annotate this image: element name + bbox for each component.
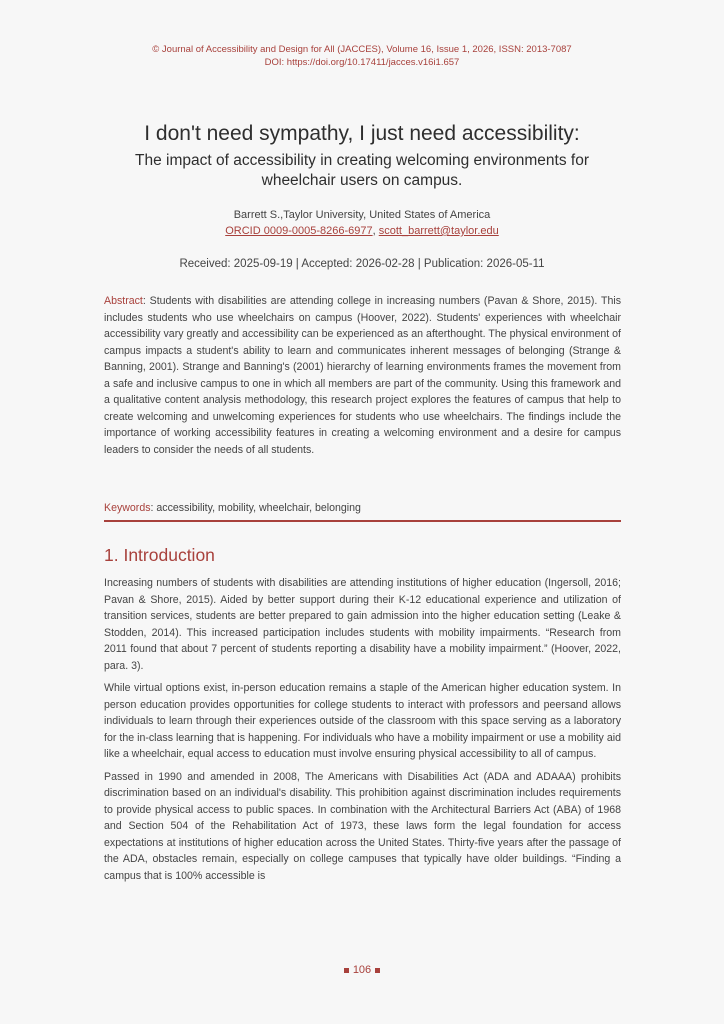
square-bullet-icon: [375, 968, 380, 973]
keywords-text: : accessibility, mobility, wheelchair, belonging: [150, 502, 361, 514]
email-link[interactable]: scott_barrett@taylor.edu: [378, 225, 499, 237]
journal-header: [0, 43, 724, 69]
abstract: [104, 293, 621, 458]
author-contact: [0, 223, 724, 239]
page-number: 106: [352, 964, 372, 976]
author-affiliation: Barrett S.,Taylor University, United States of America: [233, 209, 491, 221]
orcid-link[interactable]: ORCID 0009-0005-8266-6977: [225, 225, 373, 237]
abstract-text: : Students with disabilities are attending college in increasing numbers (Pavan & Shore, 2015). This includes students who use wheelchairs on campus (Hoover, 2022). Students' experiences with wheelchair accessibility vary greatly and accessibility can be experienced as an afterthought. The physical environment of campus impacts a student's ability to learn and communicates inherent messages of belonging (Strange & Banning, 2001). Strange and Banning's (2001) hierarchy of learning environments frames the movement from a safe and inclusive campus to one in which all members are part of the community. Using this framework and a qualitative content analysis methodology, this research project explores the features of campus that help to create welcoming and unwelcoming experiences for students who use wheelchairs. The findings include the importance of working accessibility features in creating a welcoming environment and a desire for campus leaders to consider the needs of all students.: [104, 295, 621, 456]
doi-line: DOI: https://doi.org/10.17411/jacces.v16i1.657: [264, 57, 460, 68]
abstract-label: Abstract: [104, 295, 143, 307]
keywords: [104, 500, 621, 522]
intro-paragraph: While virtual options exist, in-person education remains a staple of the American higher education system. In person education provides opportunities for college students to interact with professors and peersand allows individuals to learn through their experiences outside of the classroom with this space serving as a laboratory for the in-class learning that is happening. For individuals who have a mobility impairment or use a mobility aid like a wheelchair, equal access to education must involve ensuring physical accessibility to all of campus.: [104, 682, 621, 760]
contact-separator: ,: [372, 225, 379, 237]
keywords-label: Keywords: [104, 502, 151, 514]
intro-paragraph: Increasing numbers of students with disabilities are attending institutions of higher education (Ingersoll, 2016; Pavan & Shore, 2015). Aided by better support during their K-12 educational experience and utilization of transition services, students are better prepared to gain admission into the higher education setting (Leake & Stodden, 2014). This increased participation includes students with mobility impairments. “Research from 2011 found that about 7 percent of students reporting a disability have a mobility impairment.” (Hoover, 2022, para. 3).: [104, 577, 621, 672]
intro-paragraph: Passed in 1990 and amended in 2008, The Americans with Disabilities Act (ADA and ADAAA) prohibits discrimination based on an individual's disability. This prohibition against discrimination includes requirements to provide physical access to public spaces. In combination with the Architectural Barriers Act (ABA) of 1968 and Section 504 of the Rehabilitation Act of 1973, these laws form the legal foundation for access expectations at institutions of higher education across the United States. Thirty-five years after the passage of the ADA, obstacles remain, especially on college campuses that typically have older buildings. “Finding a campus that is 100% accessible is: [104, 770, 621, 882]
paper-subtitle: The impact of accessibility in creating welcoming environments for wheelchair users on campus.: [135, 152, 589, 189]
page-footer: [0, 964, 724, 976]
author-block: [0, 207, 724, 239]
introduction-body: [104, 575, 621, 890]
publication-dates: Received: 2025-09-19 | Accepted: 2026-02-28 | Publication: 2026-05-11: [179, 258, 545, 270]
section-heading-introduction: 1. Introduction: [104, 545, 215, 565]
square-bullet-icon: [344, 968, 349, 973]
paper-title: I don't need sympathy, I just need accessibility:: [144, 122, 580, 145]
journal-citation-line: © Journal of Accessibility and Design for All (JACCES), Volume 16, Issue 1, 2026, ISSN: 2013-7087: [152, 44, 572, 55]
